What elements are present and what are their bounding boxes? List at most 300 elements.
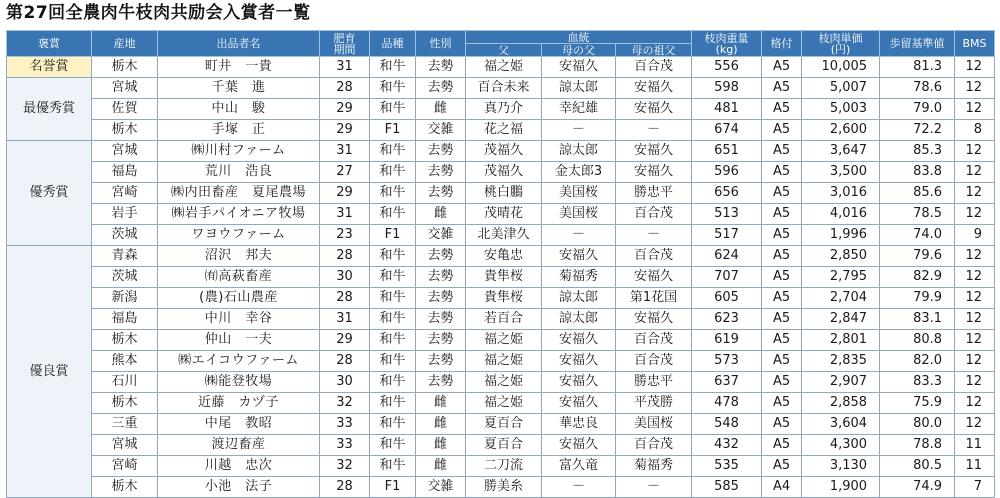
bms-cell: 11: [955, 435, 995, 456]
exhibitor-cell: ㈱岩手パイオニア牧場: [158, 204, 320, 225]
father-cell: 百合未来: [466, 78, 542, 99]
sex-cell: 去勢: [416, 162, 466, 183]
table-row: [7, 120, 995, 141]
weight-cell: 656: [692, 183, 762, 204]
mothers-father-cell: 諒太郎: [542, 141, 616, 162]
prefecture-cell: 佐賀: [92, 99, 158, 120]
sex-cell: 交雑: [416, 120, 466, 141]
prefecture-cell: 茨城: [92, 225, 158, 246]
mothers-grandfather-cell: 安福久: [616, 99, 692, 120]
sex-cell: 去勢: [416, 351, 466, 372]
grade-cell: A5: [762, 204, 802, 225]
yield-cell: 75.9: [880, 393, 955, 414]
grade-cell: A5: [762, 183, 802, 204]
yield-cell: 79.6: [880, 246, 955, 267]
table-row: [7, 477, 995, 498]
bms-cell: 12: [955, 372, 995, 393]
bms-cell: 12: [955, 204, 995, 225]
yield-cell: 82.9: [880, 267, 955, 288]
header-fattening-period-text: 肥育 期間: [333, 31, 356, 56]
prefecture-cell: 宮崎: [92, 183, 158, 204]
grade-cell: A5: [762, 393, 802, 414]
bms-cell: 12: [955, 330, 995, 351]
bms-cell: 12: [955, 393, 995, 414]
breed-cell: 和牛: [370, 99, 416, 120]
mothers-father-cell: 安福久: [542, 246, 616, 267]
mothers-father-cell: 美国桜: [542, 183, 616, 204]
sex-cell: 交雑: [416, 477, 466, 498]
weight-cell: 624: [692, 246, 762, 267]
bms-cell: 9: [955, 225, 995, 246]
grade-cell: A5: [762, 225, 802, 246]
table-row: [7, 78, 995, 99]
bms-cell: 8: [955, 120, 995, 141]
fattening-period-cell: 32: [320, 393, 370, 414]
header-weight-text: 枝肉重量 (kg): [704, 31, 749, 56]
fattening-period-cell: 28: [320, 78, 370, 99]
mothers-father-cell: 華忠良: [542, 414, 616, 435]
unit-price-cell: 3,647: [802, 141, 880, 162]
mothers-grandfather-cell: 安福久: [616, 267, 692, 288]
page-title: 第27回全農肉牛枝肉共励会入賞者一覧: [6, 3, 311, 23]
table-row: [7, 225, 995, 246]
sex-cell: 去勢: [416, 183, 466, 204]
father-cell: 安亀忠: [466, 246, 542, 267]
mothers-grandfather-cell: －: [616, 225, 692, 246]
mothers-father-cell: 幸紀雄: [542, 99, 616, 120]
father-cell: 茂晴花: [466, 204, 542, 225]
unit-price-cell: 4,016: [802, 204, 880, 225]
unit-price-cell: 2,704: [802, 288, 880, 309]
bms-cell: 12: [955, 183, 995, 204]
unit-price-cell: 3,500: [802, 162, 880, 183]
exhibitor-cell: 沼沢 邦夫: [158, 246, 320, 267]
bms-cell: 12: [955, 162, 995, 183]
table-row: [7, 372, 995, 393]
grade-cell: A5: [762, 372, 802, 393]
breed-cell: 和牛: [370, 309, 416, 330]
grade-cell: A5: [762, 288, 802, 309]
exhibitor-cell: 中尾 教昭: [158, 414, 320, 435]
unit-price-cell: 2,858: [802, 393, 880, 414]
sex-cell: 去勢: [416, 246, 466, 267]
weight-cell: 623: [692, 309, 762, 330]
yield-cell: 85.3: [880, 141, 955, 162]
unit-price-cell: 2,835: [802, 351, 880, 372]
breed-cell: 和牛: [370, 78, 416, 99]
prefecture-cell: 栃木: [92, 330, 158, 351]
weight-cell: 707: [692, 267, 762, 288]
mothers-grandfather-cell: 平茂勝: [616, 393, 692, 414]
weight-cell: 548: [692, 414, 762, 435]
fattening-period-cell: 28: [320, 246, 370, 267]
weight-cell: 637: [692, 372, 762, 393]
fattening-period-cell: 29: [320, 120, 370, 141]
weight-cell: 481: [692, 99, 762, 120]
mothers-grandfather-cell: 勝忠平: [616, 183, 692, 204]
unit-price-cell: 3,604: [802, 414, 880, 435]
mothers-father-cell: 安福久: [542, 330, 616, 351]
bms-cell: 12: [955, 246, 995, 267]
bms-cell: 12: [955, 351, 995, 372]
breed-cell: 和牛: [370, 141, 416, 162]
exhibitor-cell: 荒川 浩良: [158, 162, 320, 183]
exhibitor-cell: 仲山 一夫: [158, 330, 320, 351]
father-cell: 貴隼桜: [466, 288, 542, 309]
prefecture-cell: 茨城: [92, 267, 158, 288]
fattening-period-cell: 31: [320, 309, 370, 330]
bms-cell: 12: [955, 267, 995, 288]
unit-price-cell: 2,850: [802, 246, 880, 267]
award-cell: 最優秀賞: [7, 78, 92, 141]
exhibitor-cell: ㈱川村ファーム: [158, 141, 320, 162]
fattening-period-cell: 28: [320, 351, 370, 372]
mothers-father-cell: 安福久: [542, 435, 616, 456]
unit-price-cell: 1,900: [802, 477, 880, 498]
mothers-grandfather-cell: 安福久: [616, 162, 692, 183]
father-cell: 真乃介: [466, 99, 542, 120]
table-row: [7, 204, 995, 225]
weight-cell: 513: [692, 204, 762, 225]
breed-cell: 和牛: [370, 435, 416, 456]
exhibitor-cell: 町井 一貴: [158, 57, 320, 78]
father-cell: 福之姫: [466, 330, 542, 351]
grade-cell: A5: [762, 351, 802, 372]
weight-cell: 478: [692, 393, 762, 414]
father-cell: 花之福: [466, 120, 542, 141]
breed-cell: 和牛: [370, 288, 416, 309]
father-cell: 二刀流: [466, 456, 542, 477]
father-cell: 夏百合: [466, 414, 542, 435]
father-cell: 茂福久: [466, 162, 542, 183]
yield-cell: 80.0: [880, 414, 955, 435]
father-cell: 若百合: [466, 309, 542, 330]
weight-cell: 535: [692, 456, 762, 477]
fattening-period-cell: 31: [320, 204, 370, 225]
yield-cell: 83.8: [880, 162, 955, 183]
exhibitor-cell: 中山 駿: [158, 99, 320, 120]
mothers-father-cell: 安福久: [542, 372, 616, 393]
fattening-period-cell: 28: [320, 288, 370, 309]
prefecture-cell: 岩手: [92, 204, 158, 225]
sex-cell: 雌: [416, 456, 466, 477]
exhibitor-cell: 川越 忠次: [158, 456, 320, 477]
mothers-grandfather-cell: 第1花国: [616, 288, 692, 309]
mothers-grandfather-cell: 百合茂: [616, 435, 692, 456]
exhibitor-cell: 中川 幸谷: [158, 309, 320, 330]
bms-cell: 12: [955, 414, 995, 435]
unit-price-cell: 2,907: [802, 372, 880, 393]
header-exhibitor: 出品者名: [158, 31, 320, 57]
table-row: [7, 456, 995, 477]
yield-cell: 80.8: [880, 330, 955, 351]
breed-cell: 和牛: [370, 351, 416, 372]
exhibitor-cell: (農)石山農産: [158, 288, 320, 309]
sex-cell: 雌: [416, 435, 466, 456]
grade-cell: A4: [762, 477, 802, 498]
header-unit-price: [802, 31, 880, 57]
yield-cell: 78.6: [880, 78, 955, 99]
grade-cell: A5: [762, 414, 802, 435]
weight-cell: 674: [692, 120, 762, 141]
results-table: [6, 30, 995, 498]
mothers-grandfather-cell: 安福久: [616, 309, 692, 330]
prefecture-cell: 栃木: [92, 393, 158, 414]
mothers-father-cell: 安福久: [542, 393, 616, 414]
table-row: [7, 414, 995, 435]
grade-cell: A5: [762, 456, 802, 477]
prefecture-cell: 福島: [92, 309, 158, 330]
mothers-grandfather-cell: 安福久: [616, 78, 692, 99]
unit-price-cell: 2,801: [802, 330, 880, 351]
mothers-grandfather-cell: 勝忠平: [616, 372, 692, 393]
yield-cell: 78.8: [880, 435, 955, 456]
fattening-period-cell: 30: [320, 372, 370, 393]
award-cell: 優秀賞: [7, 141, 92, 246]
mothers-father-cell: 菊福秀: [542, 267, 616, 288]
exhibitor-cell: ㈲高萩畜産: [158, 267, 320, 288]
unit-price-cell: 5,003: [802, 99, 880, 120]
breed-cell: 和牛: [370, 204, 416, 225]
breed-cell: F1: [370, 477, 416, 498]
mothers-father-cell: 諒太郎: [542, 288, 616, 309]
yield-cell: 80.5: [880, 456, 955, 477]
prefecture-cell: 栃木: [92, 57, 158, 78]
fattening-period-cell: 23: [320, 225, 370, 246]
bms-cell: 12: [955, 309, 995, 330]
weight-cell: 517: [692, 225, 762, 246]
grade-cell: A5: [762, 78, 802, 99]
bms-cell: 12: [955, 57, 995, 78]
unit-price-cell: 2,795: [802, 267, 880, 288]
grade-cell: A5: [762, 141, 802, 162]
father-cell: 貴隼桜: [466, 267, 542, 288]
grade-cell: A5: [762, 162, 802, 183]
table-row: [7, 435, 995, 456]
sex-cell: 去勢: [416, 372, 466, 393]
prefecture-cell: 宮城: [92, 141, 158, 162]
exhibitor-cell: ㈱能登牧場: [158, 372, 320, 393]
prefecture-cell: 栃木: [92, 120, 158, 141]
unit-price-cell: 1,996: [802, 225, 880, 246]
mothers-father-cell: 金太郎3: [542, 162, 616, 183]
prefecture-cell: 福島: [92, 162, 158, 183]
table-row: [7, 183, 995, 204]
table-body: [7, 57, 995, 498]
table-row: [7, 141, 995, 162]
breed-cell: 和牛: [370, 414, 416, 435]
father-cell: 福之姫: [466, 372, 542, 393]
header-mothers-grandfather: 母の祖父: [616, 44, 692, 57]
mothers-father-cell: 美国桜: [542, 204, 616, 225]
sex-cell: 去勢: [416, 330, 466, 351]
fattening-period-cell: 27: [320, 162, 370, 183]
grade-cell: A5: [762, 99, 802, 120]
yield-cell: 74.0: [880, 225, 955, 246]
sex-cell: 雌: [416, 393, 466, 414]
yield-cell: 83.3: [880, 372, 955, 393]
yield-cell: 81.3: [880, 57, 955, 78]
father-cell: 北美津久: [466, 225, 542, 246]
prefecture-cell: 熊本: [92, 351, 158, 372]
grade-cell: A5: [762, 267, 802, 288]
unit-price-cell: 5,007: [802, 78, 880, 99]
header-lineage: 血統: [466, 31, 692, 44]
sex-cell: 去勢: [416, 57, 466, 78]
header-prefecture: 産地: [92, 31, 158, 57]
header-mothers-father: 母の父: [542, 44, 616, 57]
fattening-period-cell: 29: [320, 183, 370, 204]
grade-cell: A5: [762, 57, 802, 78]
fattening-period-cell: 31: [320, 57, 370, 78]
unit-price-cell: 10,005: [802, 57, 880, 78]
breed-cell: 和牛: [370, 330, 416, 351]
header-father: 父: [466, 44, 542, 57]
weight-cell: 605: [692, 288, 762, 309]
fattening-period-cell: 31: [320, 141, 370, 162]
bms-cell: 12: [955, 78, 995, 99]
header-fattening-period: [320, 31, 370, 57]
fattening-period-cell: 29: [320, 330, 370, 351]
table-row: [7, 57, 995, 78]
header-yield: 歩留基準値: [880, 31, 955, 57]
grade-cell: A5: [762, 330, 802, 351]
table-row: [7, 351, 995, 372]
exhibitor-cell: 千葉 進: [158, 78, 320, 99]
bms-cell: 7: [955, 477, 995, 498]
weight-cell: 585: [692, 477, 762, 498]
weight-cell: 432: [692, 435, 762, 456]
header-award: 褒賞: [7, 31, 92, 57]
mothers-grandfather-cell: 百合茂: [616, 351, 692, 372]
sex-cell: 交雑: [416, 225, 466, 246]
father-cell: 福之姫: [466, 351, 542, 372]
table-row: [7, 393, 995, 414]
mothers-father-cell: 安福久: [542, 351, 616, 372]
father-cell: 福之姫: [466, 57, 542, 78]
prefecture-cell: 青森: [92, 246, 158, 267]
header-breed: 品種: [370, 31, 416, 57]
prefecture-cell: 栃木: [92, 477, 158, 498]
mothers-grandfather-cell: 百合茂: [616, 246, 692, 267]
table-row: [7, 99, 995, 120]
mothers-father-cell: 諒太郎: [542, 309, 616, 330]
sex-cell: 雌: [416, 204, 466, 225]
yield-cell: 78.5: [880, 204, 955, 225]
mothers-father-cell: －: [542, 225, 616, 246]
yield-cell: 82.0: [880, 351, 955, 372]
weight-cell: 651: [692, 141, 762, 162]
father-cell: 桃白鵬: [466, 183, 542, 204]
prefecture-cell: 三重: [92, 414, 158, 435]
prefecture-cell: 宮崎: [92, 456, 158, 477]
mothers-grandfather-cell: －: [616, 120, 692, 141]
breed-cell: 和牛: [370, 372, 416, 393]
sex-cell: 去勢: [416, 288, 466, 309]
award-cell: 優良賞: [7, 246, 92, 498]
mothers-father-cell: 諒太郎: [542, 78, 616, 99]
sex-cell: 去勢: [416, 309, 466, 330]
grade-cell: A5: [762, 246, 802, 267]
father-cell: 福之姫: [466, 393, 542, 414]
exhibitor-cell: 手塚 正: [158, 120, 320, 141]
breed-cell: 和牛: [370, 393, 416, 414]
breed-cell: F1: [370, 225, 416, 246]
table-row: [7, 246, 995, 267]
fattening-period-cell: 29: [320, 99, 370, 120]
unit-price-cell: 3,016: [802, 183, 880, 204]
fattening-period-cell: 28: [320, 477, 370, 498]
unit-price-cell: 2,847: [802, 309, 880, 330]
header-grade: 格付: [762, 31, 802, 57]
yield-cell: 83.1: [880, 309, 955, 330]
mothers-grandfather-cell: 菊福秀: [616, 456, 692, 477]
header-unit-price-text: 枝肉単価 (円): [818, 31, 863, 56]
sex-cell: 去勢: [416, 78, 466, 99]
unit-price-cell: 3,130: [802, 456, 880, 477]
fattening-period-cell: 30: [320, 267, 370, 288]
weight-cell: 596: [692, 162, 762, 183]
fattening-period-cell: 33: [320, 435, 370, 456]
grade-cell: A5: [762, 309, 802, 330]
mothers-father-cell: －: [542, 477, 616, 498]
yield-cell: 72.2: [880, 120, 955, 141]
unit-price-cell: 2,600: [802, 120, 880, 141]
weight-cell: 573: [692, 351, 762, 372]
mothers-grandfather-cell: 百合茂: [616, 204, 692, 225]
yield-cell: 79.0: [880, 99, 955, 120]
weight-cell: 556: [692, 57, 762, 78]
exhibitor-cell: ㈱エイコウファーム: [158, 351, 320, 372]
grade-cell: A5: [762, 120, 802, 141]
sex-cell: 雌: [416, 99, 466, 120]
breed-cell: 和牛: [370, 246, 416, 267]
father-cell: 茂福久: [466, 141, 542, 162]
award-cell: 名誉賞: [7, 57, 92, 78]
exhibitor-cell: ワヨウファーム: [158, 225, 320, 246]
grade-cell: A5: [762, 435, 802, 456]
breed-cell: 和牛: [370, 456, 416, 477]
sex-cell: 雌: [416, 414, 466, 435]
table-row: [7, 267, 995, 288]
bms-cell: 11: [955, 456, 995, 477]
table-row: [7, 309, 995, 330]
breed-cell: 和牛: [370, 162, 416, 183]
sex-cell: 去勢: [416, 141, 466, 162]
yield-cell: 79.9: [880, 288, 955, 309]
breed-cell: 和牛: [370, 57, 416, 78]
mothers-grandfather-cell: 百合茂: [616, 330, 692, 351]
father-cell: 勝美糸: [466, 477, 542, 498]
fattening-period-cell: 32: [320, 456, 370, 477]
header-weight: [692, 31, 762, 57]
mothers-father-cell: 富久竜: [542, 456, 616, 477]
father-cell: 夏百合: [466, 435, 542, 456]
header-bms: BMS: [955, 31, 995, 57]
exhibitor-cell: ㈱内田畜産 夏尾農場: [158, 183, 320, 204]
prefecture-cell: 新潟: [92, 288, 158, 309]
table-row: [7, 162, 995, 183]
table-row: [7, 288, 995, 309]
exhibitor-cell: 渡辺畜産: [158, 435, 320, 456]
mothers-grandfather-cell: 美国桜: [616, 414, 692, 435]
fattening-period-cell: 33: [320, 414, 370, 435]
weight-cell: 619: [692, 330, 762, 351]
bms-cell: 12: [955, 99, 995, 120]
bms-cell: 12: [955, 141, 995, 162]
prefecture-cell: 宮城: [92, 435, 158, 456]
prefecture-cell: 石川: [92, 372, 158, 393]
